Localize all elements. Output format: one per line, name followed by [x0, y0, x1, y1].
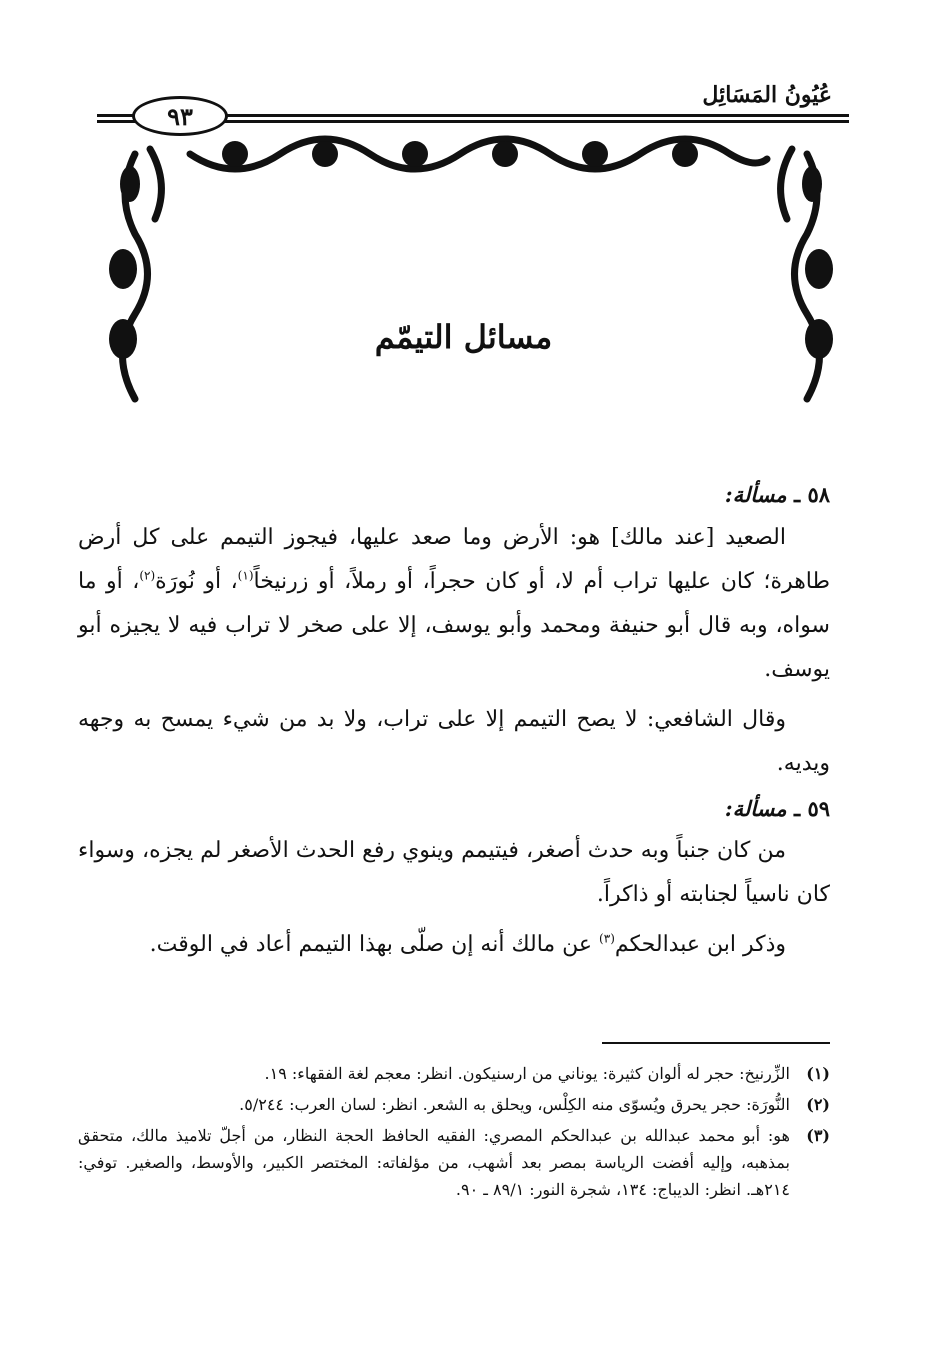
page-number: ٩٣ [132, 96, 228, 136]
question-number: ٥٩ ـ [793, 795, 830, 821]
paragraph-text: عن مالك أنه إن صلّى بهذا التيمم أعاد في الوقت. [149, 932, 600, 958]
footnote [78, 1060, 830, 1087]
paragraph [78, 923, 830, 967]
chapter-title: مسائل التيمّم [374, 318, 553, 356]
footnote-number: (٣) [806, 1126, 830, 1145]
footnote-separator [602, 1042, 830, 1044]
paragraph-text: ، أو نُورَة [155, 568, 238, 594]
footnote-text: الزِّرنيخ: حجر له ألوان كثيرة: يوناني من ارسنيكون. انظر: معجم لغة الفقهاء: ١٩. [264, 1064, 790, 1083]
footnote [78, 1091, 830, 1118]
question-number: ٥٨ ـ [793, 482, 830, 507]
question-label: مسألة: [724, 482, 787, 507]
paragraph [78, 516, 830, 692]
footnote-text: النُّورَة: حجر يحرق ويُسوّى منه الكِلْس، ويحلق به الشعر. انظر: لسان العرب: ٥/٢٤٤. [239, 1095, 790, 1114]
main-text [78, 478, 830, 973]
footnote [78, 1122, 830, 1203]
question-heading [78, 478, 830, 512]
footnote-number: (١) [806, 1064, 830, 1083]
footnotes [78, 1060, 830, 1207]
running-title: عُيُونُ المَسَائِل [702, 82, 832, 108]
footnote-number: (٢) [806, 1095, 830, 1114]
footnote-ref[interactable]: (٢) [139, 568, 156, 583]
paragraph: من كان جنباً وبه حدث أصغر، فيتيمم وينوي رفع الحدث الأصغر لم يجزه، وسواء كان ناسياً لجنابته أو ذاكراً. [78, 838, 830, 908]
paragraph-text: ، أو ما سواه، وبه قال أبو حنيفة ومحمد وأبو يوسف، إلا على صخر لا تراب فيه لا يجيزه أبو يوسف. [78, 568, 830, 682]
question-heading [78, 792, 830, 826]
footnote-text: هو: أبو محمد عبدالله بن عبدالحكم المصري: الفقيه الحافظ الحجة النظار، من أجلّ تلاميذ مالك، متحقق بمذهبه، وإليه أفضت الرياسة بمصر بعد أشهب، من مؤلفاته: المختصر الكبير، والأوسط، والصغير. توفي: ٢١٤هـ. انظر: الديباج: ١٣٤، شجرة النور: ٨٩/١ ـ ٩٠. [78, 1126, 790, 1199]
paragraph: وقال الشافعي: لا يصح التيمم إلا على تراب، ولا بد من شيء يمسح به وجهه ويديه. [78, 706, 830, 776]
footnote-ref[interactable]: (١) [237, 568, 254, 583]
question-label: مسألة: [724, 795, 787, 821]
ornamental-frame [95, 124, 847, 414]
paragraph-text: الصعيد [عند مالك] هو: الأرض وما صعد عليها، فيجوز التيمم على كل أرض طاهرة؛ كان عليها تراب أم لا، أو كان حجراً، أو رملاً، أو زرنيخاً [78, 524, 831, 594]
paragraph-text: وذكر ابن عبدالحكم [614, 932, 786, 958]
footnote-ref[interactable]: (٣) [599, 931, 615, 946]
